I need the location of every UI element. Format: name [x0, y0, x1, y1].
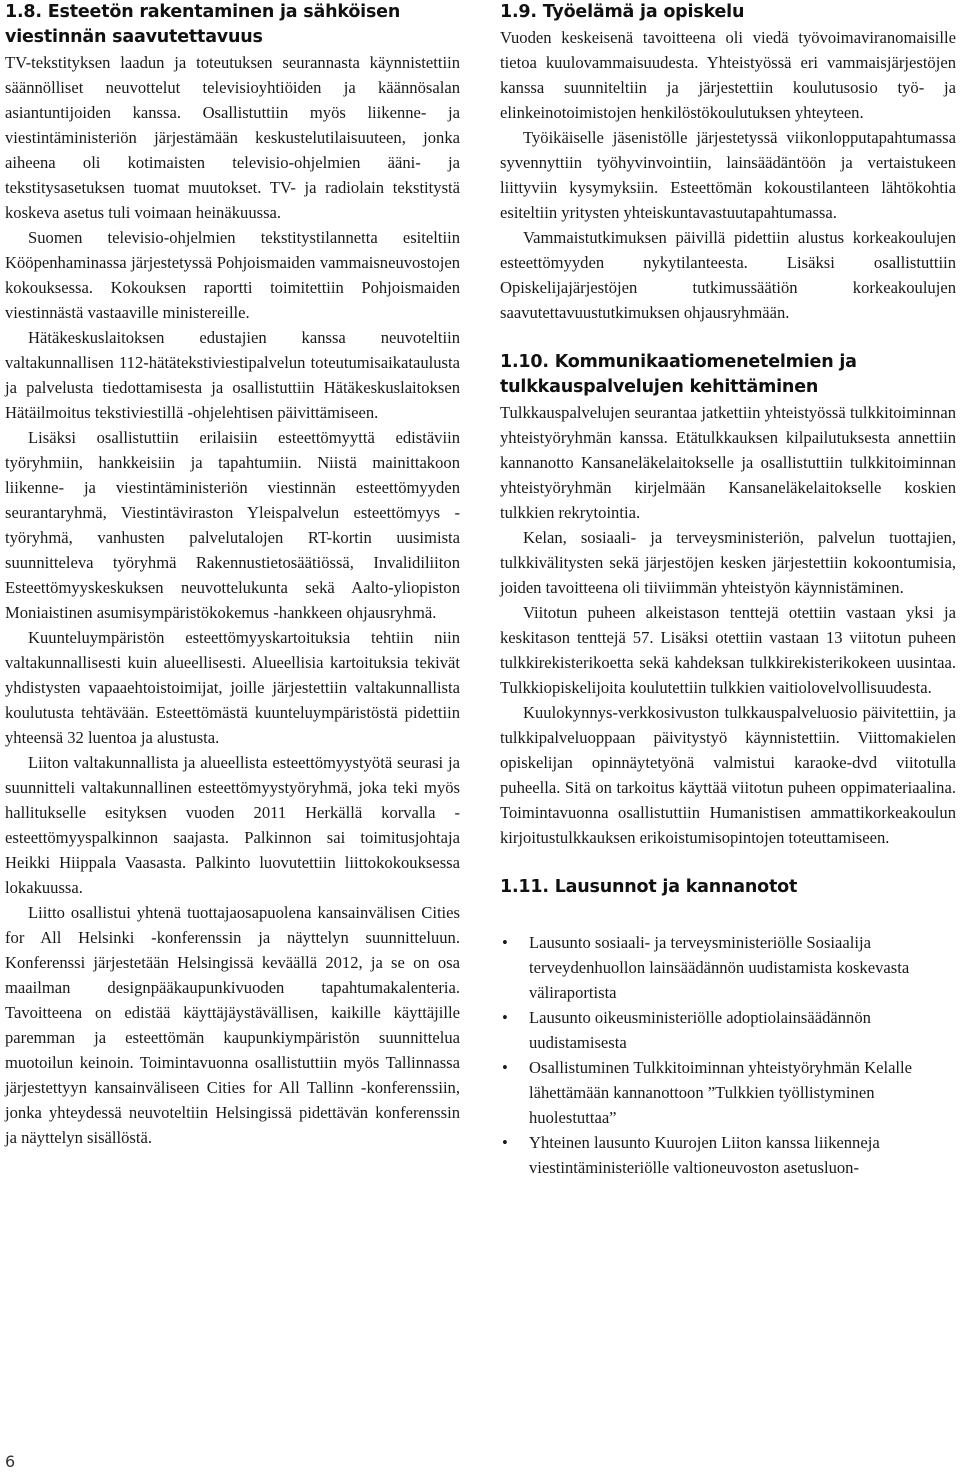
- right-column: [500, 0, 956, 1180]
- paragraph: Työikäiselle jäsenistölle järjestetyssä viikonlopputapahtumassa syvennyttiin työhyvinvointiin, lainsäädäntöön ja vertaistukeen liittyviin kysymyksiin. Esteettömän kokoustilanteen lähtökohtia esiteltiin yritysten yhteiskuntavastuutapahtumassa.: [500, 128, 956, 222]
- bullet-icon: •: [502, 1133, 508, 1152]
- paragraph: Liitto osallistui yhtenä tuottajaosapuolena kansainvälisen Cities for All Helsinki -konferenssin ja näyttelyn suunnitteluun. Konferenssi järjestetään Helsingissä keväällä 2012, ja se on osa maailman designpääkaupunkivuoden tapahtumakalenteria. Tavoitteena on edistää käyttäjäystävällisen, kaikille käyttäjille paremman ja esteettömän kaupunkiympäristön suunnittelua muotoilun keinoin. Toimintavuonna osallistuttiin myös Tallinnassa järjestettyyn kansainväliseen Cities for All Tallinn -konferenssiin, jonka yhteydessä neuvoteltiin Helsingissä pidettävän konferenssin ja näyttelyn sisällöstä.: [5, 903, 460, 1147]
- paragraph: Kuunteluympäristön esteettömyyskartoituksia tehtiin niin valtakunnallisesti kuin alueellisesti. Alueellisia kartoituksia tekivät yhdistysten vapaaehtoistoimijat, joille järjestettiin valtakunnallista koulutusta tehtävään. Esteettömästä kuunteluympäristöstä pidettiin yhteensä 32 luentoa ja alustusta.: [5, 628, 460, 747]
- list-item: [500, 930, 956, 1005]
- paragraph: Viitotun puheen alkeistason tenttejä otettiin vastaan yksi ja keskitason tenttejä 57. Lisäksi otettiin vastaan 13 viitotun puheen tulkkirekisterikoetta sekä kahdeksan tulkkirekisterikokeen uusintaa. Tulkkiopiskelijoita koulutettiin tulkkien vaitiolovelvollisuudesta.: [500, 603, 956, 697]
- section-heading-1-9: 1.9. Työelämä ja opiskelu: [500, 2, 745, 22]
- paragraph: Kuulokynnys-verkkosivuston tulkkauspalveluosio päivitettiin, ja tulkkipalveluoppaan päivitystyö käynnistettiin. Viittomakielen opiskelijan opinnäytetyönä valmistui karaoke-dvd viitotulla puheella. Sitä on tarkoitus käyttää viitotun puheen oppimateriaalina. Toimintavuonna osallistuttiin Humanistisen ammattikorkeakoulun kirjoitustulkkauksen erikoistumisopintojen toteuttamiseen.: [500, 703, 956, 847]
- paragraph: Tulkkauspalvelujen seurantaa jatkettiin yhteistyössä tulkkitoiminnan yhteistyöryhmän kanssa. Etätulkkauksen kilpailutuksesta annettiin kannanotto Kansaneläkelaitokselle ja osallistuttiin tulkkitoiminnan yhteistyöryhmän kirjelmään Kansaneläkelaitokselle koskien tulkkien rekrytointia.: [500, 403, 956, 522]
- bullet-icon: •: [502, 1058, 508, 1077]
- paragraph: Liiton valtakunnallista ja alueellista esteettömyystyötä seurasi ja suunnitteli valtakunnallinen esteettömyystyöryhmä, joka teki myös hallitukselle esityksen vuoden 2011 Herkällä korvalla -esteettömyyspalkinnon saajasta. Palkinnon sai toimitusjohtaja Heikki Hiippala Vaasasta. Palkinto luovutettiin liittokokouksessa lokakuussa.: [5, 753, 460, 897]
- section-heading-1-10: 1.10. Kommunikaatiomenetelmien ja tulkkauspalvelujen kehittäminen: [500, 352, 857, 397]
- left-column: [5, 0, 460, 1150]
- list-item-text: Yhteinen lausunto Kuurojen Liiton kanssa liikenneja viestintäministeriölle valtioneuvoston asetusluon-: [529, 1133, 880, 1177]
- bullet-icon: •: [502, 1008, 508, 1027]
- list-item-text: Lausunto sosiaali- ja terveysministeriölle Sosiaalija terveydenhuollon lainsäädännön uudistamista koskevasta väliraportista: [529, 933, 910, 1002]
- paragraph: Hätäkeskuslaitoksen edustajien kanssa neuvoteltiin valtakunnallisen 112-hätätekstiviestipalvelun toteutumisaikataulusta ja palvelusta tiedottamisesta ja osallistuttiin Hätäkeskuslaitoksen Hätäilmoitus tekstiviestillä -ohjelehtisen päivittämiseen.: [5, 328, 460, 422]
- paragraph: Vammaistutkimuksen päivillä pidettiin alustus korkeakoulujen esteettömyyden nykytilanteesta. Lisäksi osallistuttiin Opiskelijajärjestöjen tutkimussäätiön korkeakoulujen saavutettavuustutkimuksen ohjausryhmään.: [500, 228, 956, 322]
- list-item: [500, 1055, 956, 1130]
- list-item: [500, 1130, 956, 1180]
- page-number: 6: [5, 1452, 16, 1471]
- paragraph: TV-tekstityksen laadun ja toteutuksen seurannasta käynnistettiin säännölliset neuvottelut televisioyhtiöiden ja käännösalan asiantuntijoiden kanssa. Osallistuttiin myös liikenne- ja viestintäministeriön järjestämään keskustelutilaisuuteen, jonka aiheena oli kotimaisten televisio-ohjelmien ääni- ja tekstitysasetuksen tuomat muutokset. TV- ja radiolain tekstitystä koskeva asetus tuli voimaan heinäkuussa.: [5, 53, 460, 222]
- paragraph: Lisäksi osallistuttiin erilaisiin esteettömyyttä edistäviin työryhmiin, hankkeisiin ja tapahtumiin. Niistä mainittakoon liikenne- ja viestintäministeriön viestinnän esteettömyyden seurantaryhmä, Viestintäviraston Yleispalvelun esteettömyys -työryhmä, vanhusten palvelutalojen RT-kortin uusimista suunnitteleva työryhmä Rakennustietosäätiössä, Invalidiliiton Esteettömyyskeskuksen neuvottelukunta sekä Aalto-yliopiston Moniaistinen asumisympäristökokemus -hankkeen ohjausryhmä.: [5, 428, 460, 622]
- section-heading-1-11: 1.11. Lausunnot ja kannanotot: [500, 877, 798, 897]
- statements-list: [500, 930, 956, 1180]
- list-item: [500, 1005, 956, 1055]
- list-item-text: Lausunto oikeusministeriölle adoptiolainsäädännön uudistamisesta: [529, 1008, 871, 1052]
- bullet-icon: •: [502, 933, 508, 952]
- list-item-text: Osallistuminen Tulkkitoiminnan yhteistyöryhmän Kelalle lähettämään kannanottoon ”Tulkkien työllistyminen huolestuttaa”: [529, 1058, 913, 1127]
- paragraph: Suomen televisio-ohjelmien tekstitystilannetta esiteltiin Kööpenhaminassa järjestetyssä Pohjoismaiden vammaisneuvostojen kokouksessa. Kokouksen raportti toimitettiin Pohjoismaiden viestinnästä vastaaville ministereille.: [5, 228, 460, 322]
- paragraph: Vuoden keskeisenä tavoitteena oli viedä työvoimaviranomaisille tietoa kuulovammaisuudesta. Yhteistyössä eri vammaisjärjestöjen kanssa suunniteltiin ja järjestettiin koulutusosio työ- ja elinkeinotoimistojen henkilöstökoulutuksen yhteyteen.: [500, 28, 956, 122]
- section-heading-1-8: 1.8. Esteetön rakentaminen ja sähköisen viestinnän saavutettavuus: [5, 2, 401, 47]
- paragraph: Kelan, sosiaali- ja terveysministeriön, palvelun tuottajien, tulkkivälitysten sekä järjestöjen kesken järjestettiin kokoontumisia, joiden tavoitteena oli tiiviimmän yhteistyön käynnistäminen.: [500, 528, 956, 597]
